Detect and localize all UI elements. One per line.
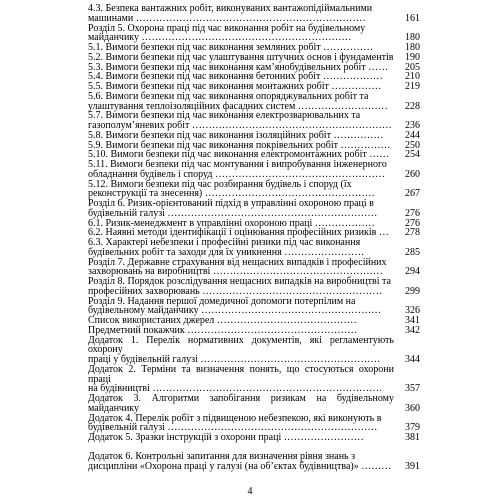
toc-entry-page: 180 [405, 42, 420, 53]
toc-entry-title: Список використаних джерел …………………………………… [88, 315, 357, 326]
toc-entry-page: 379 [405, 422, 420, 434]
toc-entry-page: 344 [405, 354, 420, 365]
toc-entry-title: 5.5. Вимоги безпеки під час виконання монтажних робіт …………… [88, 81, 382, 92]
toc-entry-title: Додаток 5. Зразки інструкцій з охорони праці …………………… [88, 432, 364, 443]
toc-entry [88, 277, 420, 297]
toc-entry-title: 6.3. Характері небезпеки і професійні ризики під час виконання будівельних робіт та заходи для їх уникнення …………………… [88, 237, 365, 258]
toc-entry-title: 5.4. Вимоги безпеки під час виконання бетонних робіт ……………… [88, 71, 383, 83]
toc-entry-title: 6.2. Наявні методи ідентифікації і оцінювання професійних ризиків … [88, 227, 389, 239]
toc-entry-page: 210 [405, 71, 420, 83]
toc-entry [88, 180, 420, 200]
toc-entry-page: 267 [405, 188, 420, 200]
toc-entry-page: 260 [405, 168, 420, 180]
toc-entry [88, 433, 420, 443]
toc-entry-page: 161 [405, 12, 420, 24]
toc-entry-title: Додаток 6. Контрольні запитання для визначення рівня знань з дисципліни «Охорона праці у галузі (на об’єктах будівництва)» ……… [88, 450, 392, 472]
toc-entry-title: 5.2. Вимоги безпеки під час улаштування штучних основ і фундаментів [88, 51, 394, 63]
toc-entry-title: Розділ 5. Охорона праці під час виконання робіт на будівельному майданчику ……………………………………………………… [88, 22, 366, 44]
toc-entry-title: 5.3. Вимоги безпеки під час виконання кам’янобудівельних робіт …… [88, 61, 389, 73]
toc-entry-page: 391 [405, 460, 420, 472]
toc-entry [88, 336, 420, 365]
toc-entry-page: 205 [405, 61, 420, 73]
toc-entry-page: 180 [405, 32, 420, 44]
toc-entry-page: 276 [405, 207, 420, 219]
toc-entry-page: 341 [405, 315, 420, 326]
toc-entry [88, 394, 420, 414]
toc-entry-page: 381 [405, 432, 420, 443]
toc-entry-page: 278 [405, 227, 420, 239]
toc-entry-title: 4.3. Безпека вантажних робіт, виконуваних вантажопідіймальними машинами …………………………………………………………… [88, 3, 373, 24]
toc-entry-page: 357 [405, 383, 420, 395]
toc-entry-title: 5.8. Вимоги безпеки під час виконання ізоляційних робіт …………… [88, 129, 384, 141]
toc-entry [88, 365, 420, 394]
toc-entry-page: 326 [405, 305, 420, 317]
toc-entry-page: 228 [405, 100, 420, 112]
toc-entry-title: Додаток 4. Перелік робіт з підвищеною небезпекою, які виконують в будівельній галузі ……………………………………………………… [88, 412, 382, 434]
table-of-contents [88, 4, 420, 471]
toc-entry-title: 5.1. Вимоги безпеки під час виконання земляних робіт …………… [88, 42, 374, 53]
toc-entry-title: 5.6. Вимоги безпеки під час виконання опоряджувальних робіт та улаштування теплоізоляційних фасадних систем ……………………… [88, 90, 388, 112]
toc-entry-title: Додаток 2. Терміни та визначення понять, що стосуються охорони праці на будівництві …………………………………………………………… [88, 363, 394, 395]
toc-entry [88, 238, 420, 258]
toc-entry-page: 219 [405, 81, 420, 92]
toc-entry-page: 294 [405, 266, 420, 278]
toc-entry-title: Додаток 3. Алгоритми запобігання ризикам на будівельному майданчику [88, 393, 394, 414]
toc-entry-page: 250 [405, 139, 420, 151]
toc-entry [88, 92, 420, 112]
toc-entry-title: 5.11. Вимоги безпеки під час монтування і випробування інженерного обладнання будівель і споруд …………………………………………… [88, 159, 387, 180]
toc-entry-title: Розділ 8. Порядок розслідування нещасних випадків на виробництві та професійних захворювань ……………………………………………… [88, 276, 391, 297]
toc-entry-page: 190 [405, 51, 420, 63]
page-number: 4 [247, 486, 253, 497]
toc-entry [88, 199, 420, 219]
toc-entry [88, 111, 420, 131]
toc-entry [88, 414, 420, 434]
toc-entry [88, 160, 420, 180]
toc-entry-title: Розділ 9. Надання першої домедичної допомоги потерпілим на будівельному майданчику ……………………………………………… [88, 295, 382, 317]
toc-entry-title: Предметний покажчик …………………………………………… [88, 324, 358, 336]
toc-entry-title: 5.10. Вимоги безпеки під час виконання електромонтажних робіт …… [88, 149, 390, 161]
toc-entry-title: 5.9. Вимоги безпеки під час виконання покрівельних робіт …………… [88, 139, 391, 151]
toc-entry-title: Розділ 6. Ризик-орієнтований підхід в управлінні охороною праці в будівельній галузі ……………………………………………………… [88, 198, 378, 219]
toc-entry-title: 5.12. Вимоги безпеки під час розбирання будівель і споруд (їх реконструкції та знесення) …………………………………………… [88, 178, 375, 200]
toc-entry-page: 360 [405, 402, 420, 414]
toc-entry [88, 4, 420, 24]
toc-entry [88, 452, 420, 472]
toc-entry-title: Розділ 7. Державне страхування від нещасних випадків і професійних захворювань на виробництві …………………………………………… [88, 256, 387, 278]
toc-entry-title: 6.1. Ризик-менеджмент в управлінні охороною праці ……………… [88, 217, 375, 229]
toc-entry-page: 236 [405, 120, 420, 131]
toc-entry-page: 276 [405, 217, 420, 229]
toc-entry-page: 254 [405, 149, 420, 161]
toc-entry-title: 5.7. Вимоги безпеки під час виконання електрозварювальних та газополум’яневих робіт …………………………………………………… [88, 110, 392, 131]
toc-entry-title: Додаток 1. Перелік нормативних документів, які регламентують охорону праці у будівельній галузі ……………………………………………… [88, 334, 394, 365]
toc-entry-page: 285 [405, 246, 420, 258]
toc-entry-page: 342 [405, 324, 420, 336]
toc-entry [88, 258, 420, 278]
toc-entry-page: 244 [405, 129, 420, 141]
toc-entry-page: 299 [405, 285, 420, 297]
toc-entry [88, 24, 420, 44]
toc-entry [88, 297, 420, 317]
